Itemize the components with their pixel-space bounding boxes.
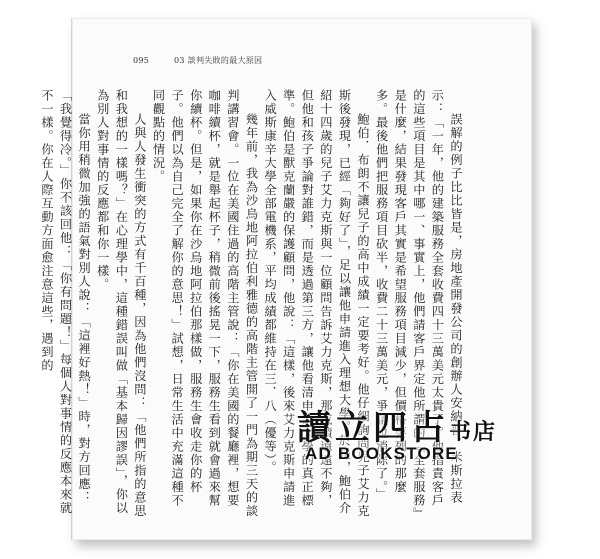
watermark-subtitle: AD BOOKSTORE — [305, 444, 458, 463]
page-number: 095 — [133, 56, 150, 65]
running-header — [133, 55, 262, 66]
paragraph-3: 幾年前，我為沙烏地阿拉伯利雅德的高階主管開了一門為期三天的談判講習會。一位在美國住過的高階主管說：「你在美國的餐廳裡，想要咖啡續杯，就是舉起杯子，稍微前後搖晃一下，服務生看到就會過來幫你續杯。但是，如果你在沙烏地阿拉伯那樣做，服務生會收走你的杯子。他們以為自己完全了解你的意思！」試想，日常生活中充滿這種不同觀點的情況。 — [151, 89, 259, 519]
paragraph-4: 人與人發生衝突的方式有千百種，因為他們沒問：「他們所指的意思和我想的一樣嗎？」在心理學中，這種錯誤叫做「基本歸因謬誤」，你以為別人對事情的反應都和你一樣。 — [95, 89, 147, 519]
watermark-title: 讀立四占 — [297, 408, 449, 448]
paragraph-1: 誤解的例子比比皆是，房地產開發公司的創辦人安納普．米斯拉表示：「一年，他的建築服務全套收費四十三萬美元太貴了。他指責客戶的這些項目是其中哪一、事實上，他們請客戶界定他所謂的『全套服務』是什麼，結果發現客戶其實是希望服務項目減少，但價格要列的那麼多。最後他們把服務項目砍半，收費二十三萬美元，爭議也消除了。」 — [374, 89, 463, 515]
watermark-logo — [297, 400, 572, 449]
chapter-title: 03 談判失敗的最大原因 — [174, 56, 263, 65]
watermark-accent: 书店 — [449, 419, 498, 445]
paragraph-2: 鮑伯．布朗不讓兒子的高中成績一定要考好。他仔細詢問兒子艾力克斯後發現，已經「夠好了」，足以讓他申請進入理想大學。於是，鮑伯介紹十四歲的兒子艾力克斯與一位顧問告訴艾力克斯，那成績遠遠不夠，但他和孩子爭論對誰錯，而是透過第三方，讓他看清申請大學的真正標準。鮑伯是獸克蘭嚴的保護顧問，他說：「這樣，後來艾力克斯申請進入威斯康辛大學全部電機系，平均成績都維持在三．八（優等）。 — [263, 89, 371, 519]
bookstore-watermark — [297, 400, 572, 472]
paragraph-5: 當你用稍微加強的語氣對別人說：「這裡好熱！」時，對方回應：「我覺得冷。」你不該回他：「你有問題！」每個人對事情的反應本來就不一樣。你在人際互動方面愈注意這些，遇到的 — [39, 89, 92, 515]
